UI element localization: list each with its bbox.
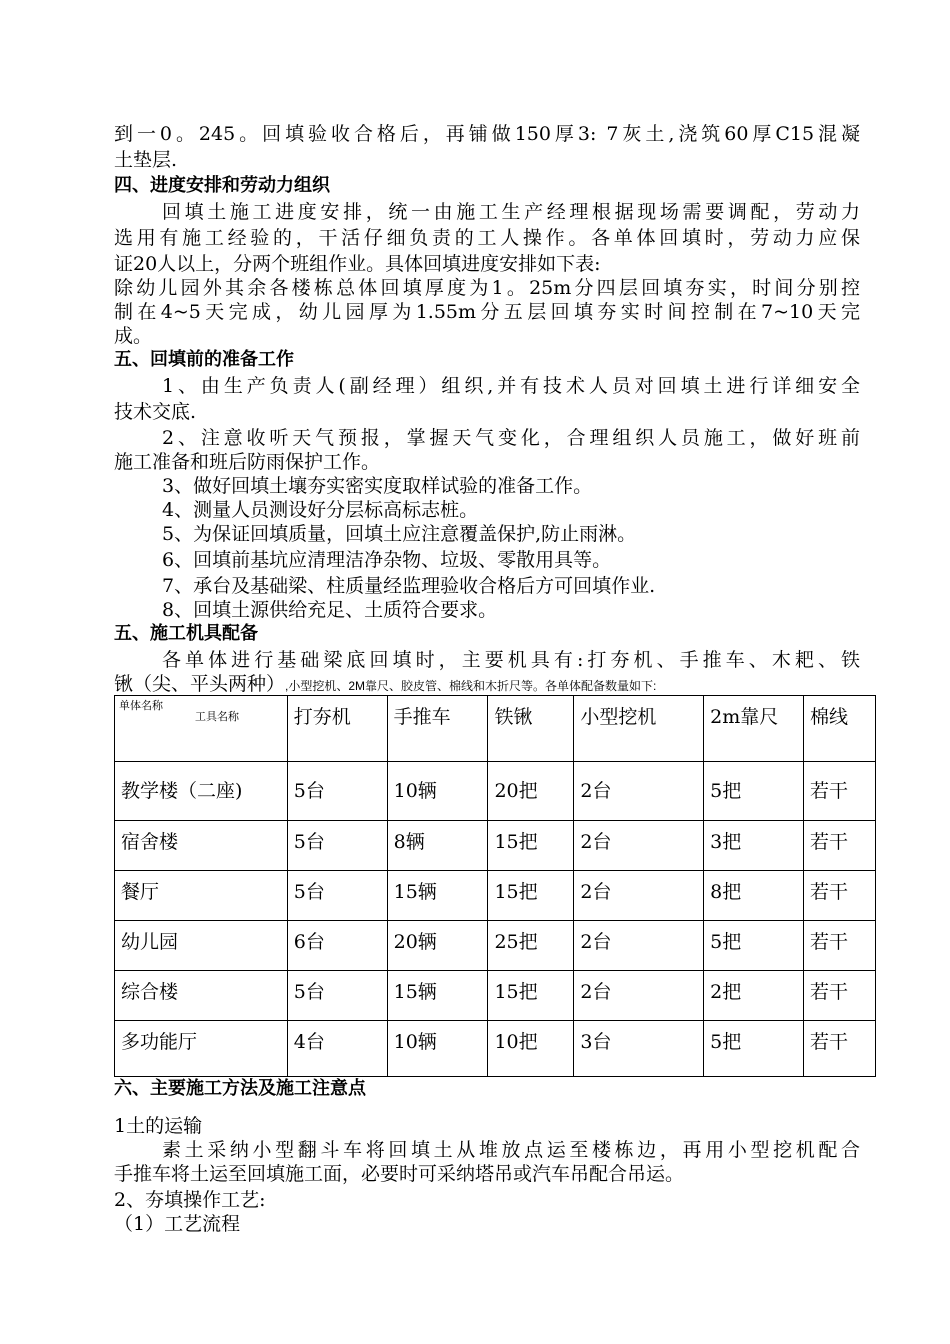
table-cell: 15辆 [387,871,488,921]
paragraph-line: 证20人以上，分两个班组作业。具体回填进度安排如下表: [114,253,601,275]
table-cell: 若干 [804,762,876,821]
column-header: 铁锹 [488,696,574,762]
table-row [115,1021,876,1077]
table-cell: 2台 [574,762,704,821]
table-cell: 4台 [287,1021,387,1077]
table-cell: 2台 [574,821,704,871]
table-cell: 若干 [804,921,876,971]
table-header-row [115,696,876,762]
table-cell: 15把 [488,871,574,921]
table-cell: 2把 [704,971,804,1021]
table-cell: 3台 [574,1021,704,1077]
list-item: 8、回填土源供给充足、土质符合要求。 [162,599,498,621]
paragraph-span-small: ,小型挖机、2M靠尺、胶皮管、棉线和木折尺等。各单体配备数量如下: [285,679,657,693]
paragraph-span: 锹（尖、平头两种） [114,673,286,695]
paragraph-line: 手推车将土运至回填施工面，必要时可采纳塔吊或汽车吊配合吊运。 [114,1163,685,1185]
table-row [115,871,876,921]
list-item: 4、测量人员测设好分层标高标志桩。 [162,499,479,521]
section-heading-6: 六、主要施工方法及施工注意点 [114,1078,366,1099]
paragraph-line: 各单体进行基础梁底回填时，主要机具有:打夯机、手推车、木耙、铁 [162,649,860,671]
table-cell: 综合楼 [115,971,288,1021]
table-cell: 20辆 [387,921,488,971]
paragraph-line: 制在4~5天完成，幼儿园厚为1.55m分五层回填夯实时间控制在7~10天完 [114,301,860,323]
table-row [115,971,876,1021]
paragraph-line: 素土采纳小型翻斗车将回填土从堆放点运至楼栋边，再用小型挖机配合 [162,1139,860,1161]
table-cell: 5台 [287,871,387,921]
table-cell: 15把 [488,821,574,871]
paragraph-line: 成。 [114,325,153,347]
list-item-cont: 技术交底. [114,401,197,423]
list-item: 7、承台及基础梁、柱质量经监理验收合格后方可回填作业. [162,575,656,597]
equipment-table [114,695,876,1077]
table-cell: 10辆 [387,1021,488,1077]
table-cell: 若干 [804,871,876,921]
column-header: 打夯机 [287,696,387,762]
corner-label-bottom: 工具名称 [195,711,239,723]
table-cell: 2台 [574,921,704,971]
table-cell: 10辆 [387,762,488,821]
table-cell: 若干 [804,821,876,871]
column-header: 手推车 [387,696,488,762]
paragraph-line: 选用有施工经验的，干活仔细负责的工人操作。各单体回填时，劳动力应保 [114,227,860,249]
table-cell: 5把 [704,762,804,821]
section-heading-5b: 五、施工机具配备 [114,623,258,644]
list-item: 2、注意收听天气预报，掌握天气变化，合理组织人员施工，做好班前 [162,427,860,449]
table-cell: 多功能厅 [115,1021,288,1077]
list-item: 6、回填前基坑应清理洁净杂物、垃圾、零散用具等。 [162,549,612,571]
subheading: 1土的运输 [114,1115,203,1137]
table-cell: 25把 [488,921,574,971]
table-row [115,821,876,871]
table-corner-cell [115,696,288,762]
table-cell: 若干 [804,971,876,1021]
table-cell: 2台 [574,971,704,1021]
table-cell: 3把 [704,821,804,871]
column-header: 小型挖机 [574,696,704,762]
table-cell: 餐厅 [115,871,288,921]
paragraph-line: 到一0。245。回填验收合格后，再铺做150厚3: 7灰土,浇筑60厚C15混凝 [114,123,860,145]
table-cell: 10把 [488,1021,574,1077]
subheading: 2、夯填操作工艺: [114,1189,266,1211]
table-cell: 15把 [488,971,574,1021]
table-cell: 8辆 [387,821,488,871]
table-cell: 5把 [704,1021,804,1077]
corner-label-top: 单体名称 [119,700,163,712]
paragraph-line: 土垫层. [114,149,178,171]
table-cell: 5台 [287,971,387,1021]
table-cell: 5台 [287,762,387,821]
list-item: 1、由生产负责人(副经理）组织,并有技术人员对回填土进行详细安全 [162,375,860,397]
column-header: 棉线 [804,696,876,762]
table-cell: 若干 [804,1021,876,1077]
list-item: 3、做好回填土壤夯实密实度取样试验的准备工作。 [162,475,593,497]
table-cell: 8把 [704,871,804,921]
subheading: （1）工艺流程 [114,1213,241,1235]
table-cell: 宿舍楼 [115,821,288,871]
table-cell: 2台 [574,871,704,921]
paragraph-line: 除幼儿园外其余各楼栋总体回填厚度为1。25m分四层回填夯实，时间分别控 [114,277,860,299]
table-cell: 6台 [287,921,387,971]
column-header: 2m靠尺 [704,696,804,762]
table-row [115,921,876,971]
table-cell: 20把 [488,762,574,821]
table-row [115,762,876,821]
list-item-cont: 施工准备和班后防雨保护工作。 [114,451,381,473]
table-cell: 5台 [287,821,387,871]
table-cell: 5把 [704,921,804,971]
table-cell: 15辆 [387,971,488,1021]
list-item: 5、为保证回填质量，回填土应注意覆盖保护,防止雨淋。 [162,523,637,545]
section-heading-5: 五、回填前的准备工作 [114,349,294,370]
paragraph-line: 回填土施工进度安排，统一由施工生产经理根据现场需要调配，劳动力 [162,201,860,223]
table-cell: 幼儿园 [115,921,288,971]
section-heading-4: 四、进度安排和劳动力组织 [114,175,330,196]
table-cell: 教学楼（二座) [115,762,288,821]
